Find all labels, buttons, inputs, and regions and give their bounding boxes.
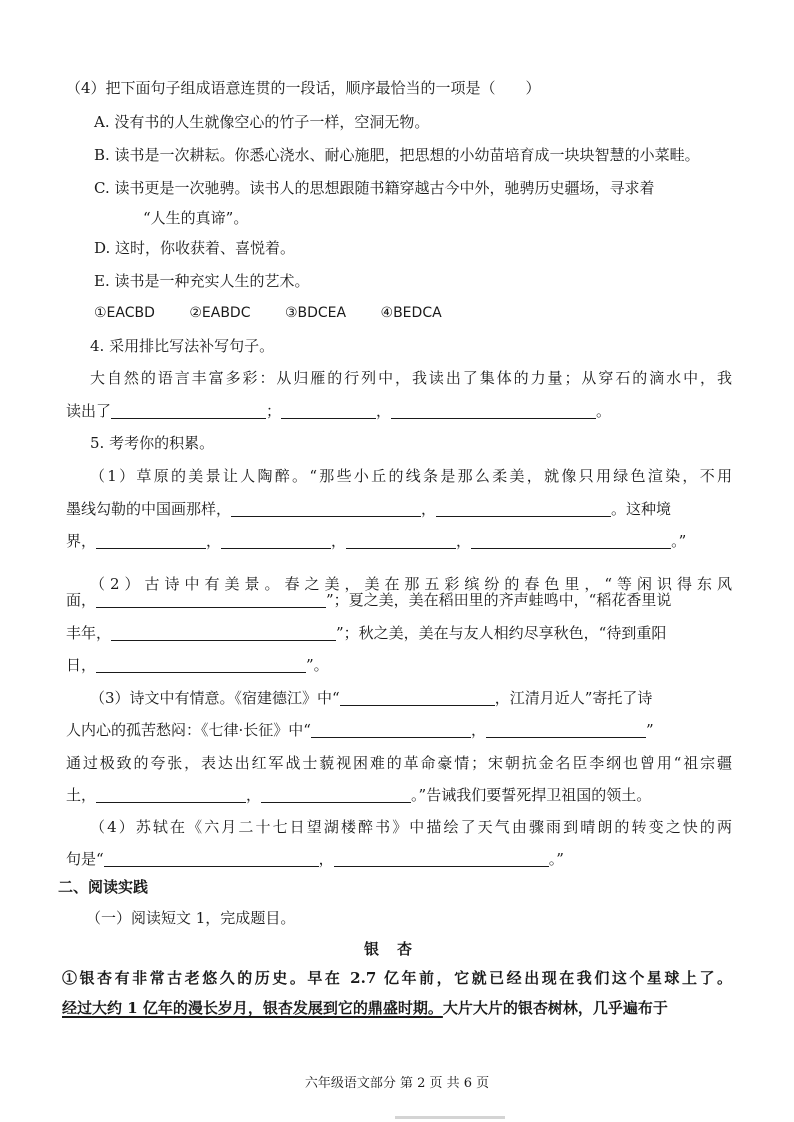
option-e: E. 读书是一种充实人生的艺术。 (94, 272, 310, 290)
answer-blank[interactable] (231, 501, 421, 517)
option-d: D. 这时，你收获着、喜悦着。 (94, 239, 296, 257)
answer-blank[interactable] (96, 533, 206, 549)
q5-1-line1: （1）草原的美景让人陶醉。“那些小丘的线条是那么柔美，就像只用绿色渲染，不用 (90, 467, 732, 485)
answer-blank[interactable] (261, 787, 411, 803)
page-footer: 六年级语文部分 第 2 页 共 6 页 (304, 1076, 490, 1091)
scan-smudge (395, 1116, 505, 1119)
answer-blank[interactable] (221, 533, 331, 549)
answer-option-1[interactable]: ①EACBD (94, 305, 155, 321)
q5-1-line2: 墨线勾勒的中国画那样， ， 。这种境 (66, 500, 672, 518)
answer-blank[interactable] (486, 722, 646, 738)
q5-2-line3: 丰年， ”；秋之美，美在与友人相约尽享秋色，“待到重阳 (66, 624, 667, 642)
q5-3-line1: （3）诗文中有情意。《宿建德江》中“ ，江清月近人”寄托了诗 (90, 689, 653, 707)
answer-blank[interactable] (111, 403, 266, 419)
answer-blank[interactable] (96, 657, 306, 673)
question-4-title: 4. 采用排比写法补写句子。 (90, 337, 275, 355)
question-5-title: 5. 考考你的积累。 (90, 434, 215, 452)
q5-2-line4: 日， ”。 (66, 656, 329, 674)
answer-option-4[interactable]: ④BEDCA (380, 305, 442, 321)
option-a: A. 没有书的人生就像空心的竹子一样，空洞无物。 (94, 113, 430, 131)
q5-4-line2: 句是“ ， 。” (66, 850, 564, 868)
q5-2-line2: 面， ”；夏之美，美在稻田里的齐声蛙鸣中，“稻花香里说 (66, 591, 672, 609)
option-b: B. 读书是一次耕耘。你悉心浇水、耐心施肥，把思想的小幼苗培育成一块块智慧的小菜畦。 (94, 146, 700, 164)
question-4-line1: 大自然的语言丰富多彩：从归雁的行列中，我读出了集体的力量；从穿石的滴水中，我 (90, 369, 732, 387)
answer-blank[interactable] (96, 787, 246, 803)
answer-blank[interactable] (471, 533, 671, 549)
q5-4-line1: （4）苏轼在《六月二十七日望湖楼醉书》中描绘了天气由骤雨到晴朗的转变之快的两 (90, 818, 732, 836)
answer-blank[interactable] (436, 501, 611, 517)
answer-option-2[interactable]: ②EABDC (189, 305, 251, 321)
article-para1-line2: 经过大约 1 亿年的漫长岁月，银杏发展到它的鼎盛时期。大片大片的银杏树林，几乎遍布于 (62, 999, 668, 1017)
answer-option-3[interactable]: ③BDCEA (284, 305, 347, 321)
q5-3-line2: 人内心的孤苦愁闷：《七律·长征》中“ ， ” (66, 721, 654, 739)
q5-1-line3: 界， ， ， ， 。” (66, 532, 687, 550)
answer-blank[interactable] (111, 625, 336, 641)
section-heading: 二、阅读实践 (58, 878, 149, 896)
article-para1-line1: ①银杏有非常古老悠久的历史。早在 2.7 亿年前，它就已经出现在我们这个星球上了。 (62, 969, 732, 987)
option-c-line2: “人生的真谛”。 (143, 209, 249, 227)
answer-blank[interactable] (340, 690, 495, 706)
question-4-line2: 读出了 ； ， 。 (66, 402, 612, 420)
q5-3-line3: 通过极致的夸张，表达出红军战士藐视困难的革命豪情；宋朝抗金名臣李纲也曾用“祖宗疆 (66, 754, 732, 772)
q5-2-line1: （2）古诗中有美景。春之美，美在那五彩缤纷的春色里，“等闲识得东风 (90, 575, 732, 593)
underlined-sentence: 经过大约 1 亿年的漫长岁月，银杏发展到它的鼎盛时期。 (62, 999, 443, 1017)
answer-blank[interactable] (104, 851, 319, 867)
answer-blank[interactable] (391, 403, 596, 419)
answer-blank[interactable] (311, 722, 471, 738)
q5-3-line4: 土， ， 。”告诫我们要誓死捍卫祖国的领土。 (66, 786, 652, 804)
answer-blank[interactable] (281, 403, 376, 419)
answer-options (94, 303, 732, 323)
answer-blank[interactable] (96, 592, 326, 608)
article-title: 银杏 (363, 940, 430, 958)
option-c-line1: C. 读书更是一次驰骋。读书人的思想跟随书籍穿越古今中外，驰骋历史疆场，寻求着 (94, 179, 655, 197)
question-3-4-stem: （4）把下面句子组成语意连贯的一段话，顺序最恰当的一项是（ ） (66, 79, 541, 97)
section-subheading: （一）阅读短文 1，完成题目。 (86, 909, 296, 927)
answer-blank[interactable] (346, 533, 456, 549)
answer-blank[interactable] (334, 851, 549, 867)
